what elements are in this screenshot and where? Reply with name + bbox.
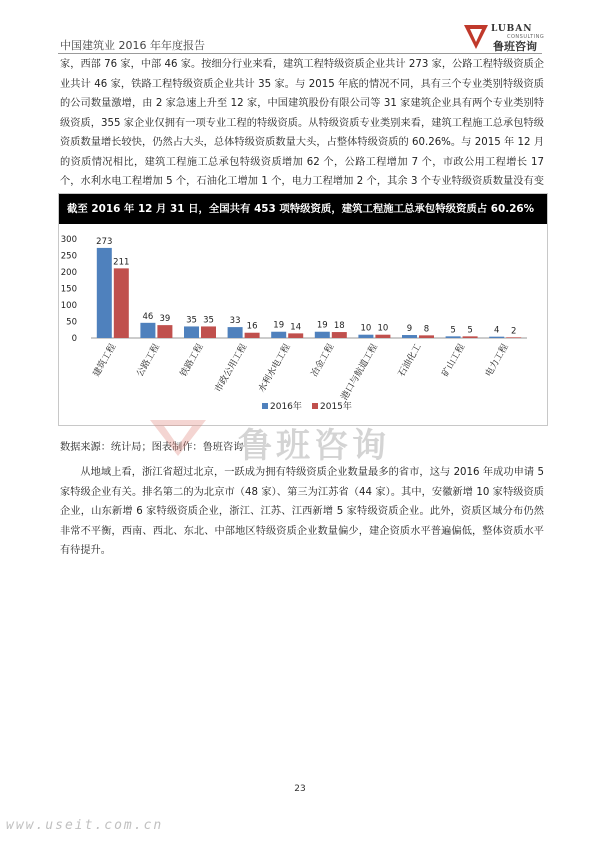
bar-2015: [506, 337, 521, 338]
bar-data-label: 19: [273, 320, 285, 331]
bar-2016: [489, 337, 504, 338]
luban-logo: [463, 24, 545, 52]
y-tick-label: 200: [60, 268, 77, 278]
bar-data-label: 14: [290, 322, 302, 333]
x-category-label: 冶金工程: [309, 342, 337, 379]
bar-data-label: 39: [159, 314, 171, 325]
bar-data-label: 2: [510, 326, 517, 337]
body-paragraph-1: 家，西部 76 家，中部 46 家。按细分行业来看，建筑工程特级资质企业共计 273 家，公路工程特级资质企业共计 46 家，铁路工程特级资质企业共计 35 家。与 2015 年底的情况不同，具有三个专业类别特级资质的公司数量激增，由 2 家急速上升至 12 家，中国建筑股份有限公司等 31 家建筑企业具有两个专业类别特级资质，355 家企业仅拥有一项专业工程的特级资质。从特级资质专业类别来看，建筑工程施工总承包特级资质数量增长较快，仍然占大头，总体特级资质数量大头，占整体特级资质的 60.26%。与 2015 年 12 月的资质情况相比，建筑工程施工总承包特级资质增加 62 个，公路工程增加 7 个，市政公用工程增长 17 个，水利水电工程增加 5 个，石油化工增加 1 个，电力工程增加 2 个，其余 3 个专业特级资质数量没有变: [60, 59, 544, 187]
legend-label: 2015年: [320, 402, 352, 412]
page-watermark: 鲁班咨询: [238, 426, 390, 466]
bar-data-label: 33: [229, 316, 241, 327]
x-category-label: 铁路工程: [178, 342, 206, 379]
bar-2016: [184, 326, 199, 338]
bar-2015: [463, 336, 478, 338]
bar-data-label: 16: [246, 321, 258, 332]
watermark-logo-icon: [148, 418, 208, 458]
bar-2016: [271, 332, 286, 338]
bar-data-label: 10: [377, 323, 389, 334]
x-category-label: 建筑工程: [91, 342, 119, 379]
y-tick-label: 300: [60, 235, 77, 245]
page-number: 23: [294, 784, 306, 794]
footer-url-watermark: www.useit.com.cn: [6, 818, 164, 833]
bar-2016: [402, 335, 417, 338]
bar-2015: [157, 325, 172, 338]
bar-data-label: 211: [113, 257, 130, 268]
bar-2015: [332, 332, 347, 338]
x-category-label: 水利水电工程: [257, 342, 293, 395]
bar-data-label: 19: [316, 320, 328, 331]
y-tick-label: 0: [71, 334, 77, 344]
data-source-note: 数据来源：统计局；图表制作：鲁班咨询: [60, 442, 244, 453]
bar-data-label: 8: [423, 324, 430, 335]
x-category-label: 石油化工: [396, 342, 424, 379]
x-category-label: 港口与航道工程: [339, 342, 380, 403]
x-category-label: 公路工程: [135, 342, 162, 379]
bar-2016: [446, 336, 461, 338]
legend-swatch: [262, 403, 268, 409]
legend-label: 2016年: [270, 402, 302, 412]
x-category-label: 市政公用工程: [213, 342, 250, 395]
bar-2016: [140, 323, 155, 338]
bar-2015: [419, 335, 434, 338]
logo-sub-text: CONSULTING: [507, 34, 545, 40]
bar-data-label: 46: [142, 311, 154, 322]
bar-data-label: 18: [333, 321, 345, 332]
bar-2016: [228, 327, 243, 338]
header-divider: [58, 53, 542, 54]
bar-data-label: 35: [203, 315, 214, 326]
bar-2016: [315, 332, 330, 338]
bar-2015: [245, 333, 260, 338]
x-category-label: 矿山工程: [440, 342, 468, 379]
logo-chinese-text: 鲁班咨询: [493, 40, 537, 53]
bar-2016: [358, 335, 373, 338]
luban-logo-mark-icon: [463, 24, 489, 50]
logo-english-text: LUBAN: [491, 24, 533, 34]
bar-2016: [97, 248, 112, 338]
y-tick-label: 250: [60, 251, 77, 262]
bar-data-label: 10: [360, 323, 372, 334]
bar-data-label: 4: [493, 325, 500, 336]
body-paragraph-2: 从地域上看，浙江省超过北京，一跃成为拥有特级资质企业数量最多的省市，这与 2016 年成功申请 5 家特级企业有关。排名第二的为北京市（48 家）、第三为江苏省（44 家）。其中，安徽新增 10 家特级资质企业，山东新增 6 家特级资质企业，浙江、江苏、江西新增 5 家特级资质企业。此外，资质区域分布仍然非常不平衡，西南、西北、东北、中部地区特级资质企业数量偏少，建企资质水平普遍偏低，整体资质水平有待提升。: [60, 467, 544, 556]
bar-2015: [201, 326, 216, 338]
bar-data-label: 5: [467, 325, 473, 336]
bar-data-label: 5: [450, 325, 456, 336]
bar-data-label: 35: [186, 315, 197, 326]
bar-2015: [114, 268, 129, 338]
bar-chart-svg: [59, 224, 547, 424]
bar-2015: [288, 333, 303, 338]
x-category-label: 电力工程: [484, 342, 511, 379]
y-tick-label: 150: [60, 284, 77, 295]
bar-data-label: 9: [406, 324, 413, 335]
bar-2015: [375, 335, 390, 338]
y-tick-label: 50: [66, 317, 77, 328]
bar-data-label: 273: [96, 236, 113, 247]
y-tick-label: 100: [60, 301, 77, 311]
report-header-title: 中国建筑业 2016 年年度报告: [60, 39, 205, 52]
chart-title-bar: 截至 2016 年 12 月 31 日，全国共有 453 项特级资质，建筑工程施工总承包特级资质占 60.26%: [59, 194, 547, 224]
qualification-chart: [58, 193, 548, 426]
legend-swatch: [312, 403, 318, 409]
